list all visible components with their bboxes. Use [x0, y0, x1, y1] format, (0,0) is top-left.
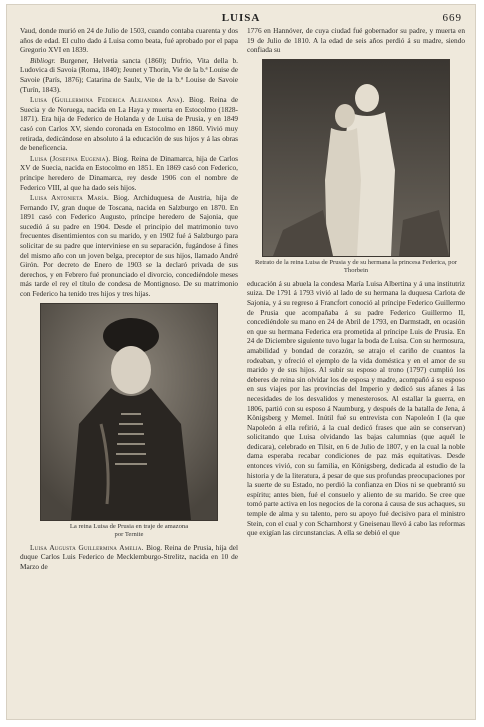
entry-text: Biog. Reina de Prusia, hija del duque Carlos Luis Federico de Mecklemburgo-Strelitz, nacida en 10 de Marzo de: [20, 542, 239, 571]
entry-name: Luisa Augusta Guillermina Amelia.: [30, 542, 144, 552]
bibliography-lead: Bibliogr.: [30, 55, 56, 65]
document-page: [6, 4, 476, 720]
right-column: [247, 26, 465, 539]
entry-luisa-augusta: [20, 543, 238, 572]
entry-text: Biog. Reina de Suecia y de Noruega, nacida en La Haya y muerta en Estocolmo (1828-1871). Era hija de Federico de Holanda y de Luisa de Prusia, y en 1849 casó con Carlos XV, siendo coronada en Estocolmo en 1860. Vivió muy retirada, dedicándose en absoluto á la educación de sus hijos y á las obras de beneficencia.: [20, 95, 238, 153]
portrait-luisa-federica: [262, 59, 450, 257]
portrait-figure-icon: [41, 304, 217, 520]
bibliography-text: Burgener, Helvetia sancta (1860); Dufrio, Vita della b. Ludovica di Savoia (Roma, 1840); Jeunet y Thorin, Vie de la b.ª Louise de Savoie (París, 1876); Catarina de Saulx, Vie de la b.ª Louise de Savoie (Turín, 1843).: [20, 55, 238, 94]
entry-luisa-guillermina: [20, 95, 238, 153]
entry-name: Luisa (Guillermina Federica Alejandra Ana).: [30, 95, 185, 105]
paragraph-continuation: 1776 en Hannóver, de cuya ciudad fué gobernador su padre, y muerta en 19 de Julio de 1810. A la edad de seis años perdió á su madre, siendo confiada su: [247, 26, 465, 55]
paragraph-educacion: educación á su abuela la condesa María Luisa Albertina y á una institutriz suiza. De 1791 á 1793 vivió al lado de su hermana la duquesa Carlota de Sajonia, y á su regreso á Francfort conoció al príncipe Federico Guillermo de Prusia que acompañaba á su padre Federico Guillermo II, concediéndole su mano en 24 de Abril de 1793, en Darmstadt, en ocasión en que su hermana Federica era prometida al príncipe Luis de Prusia. En 24 de Diciembre siguiente tuvo lugar la boda de Luisa. Con su hermosura, amabilidad y bondad de corazón, se atrajo el cariño de cuantos la rodeaban, y ofreció el ejemplo de la vida doméstica y en el amor de su marido y de sus hijos. Al subir su esposo al trono (1797) cumplió los deberes de reina sin olvidar los de esposa y madre, acompañó á su esposo en sus viajes por las provincias del Imperio y dedicó sus afanes á las necesidades de los desvalidos y menesterosos. Al estallar la guerra, en 1806, partió con su esposo á Naumburg, y después de la batalla de Jena, á Königsberg y Memel. Inútil fué su entrevista con Napoleón I (la que Napoleón á ella refirió, á la cual dedicó frases que aún se conservan) solicitando que Luisa olvidando las bajas calumnias (que aquél le dedicara), celebrado en Tilsit, en 6 de Julio de 1807, y en la cual la noble dama esperaba recabar condiciones de paz más equitativas. Desde entonces vivió, con su familia, en Königsberg, dedicada al estudio de la historia y de la literatura, á pesar de que sus profundas preocupaciones por la suerte de su Estado, no perdió la confianza en Dios ni se quebrantó su espíritu; antes bien, fué el consuelo y aliento de su marido. Se cree que tomó parte activa en los negocios de la corona á causa de sus achaques, su temple de alma y su talento, pero su apoyo fué decisivo para el ministro Stein, con el cual y con Scharnhorst y Gneisenau llevó á cabo las reformas que exigían las circunstancias. A ella se debió el que: [247, 278, 465, 538]
running-title: LUISA: [221, 12, 261, 24]
entry-name: Luisa (Josefina Eugenia).: [30, 153, 111, 163]
entry-luisa-josefina: [20, 154, 238, 192]
figure-caption-left: La reina Luisa de Prusia en traje de amazona por Ternite: [69, 522, 189, 538]
paragraph-bibliography: [20, 56, 238, 94]
left-column: [20, 26, 238, 572]
entry-text: Biog. Archiduquesa de Austria, hija de Fernando IV, gran duque de Toscana, nacida en Salzburgo en 1870. En 1891 casó con Federico Augusto, príncipe heredero de Sajonia, que sucedió á su padre en 1904. Desde el principio del matrimonio tuvo frecuentes disentimientos con su marido, y en 1902 fué á Salzburgo para solicitar de su padre que interviniese en su separación, fugándose á fines del mismo año con un joven belga, preceptor de sus hijos, llamado André Girón. Por decreto de Enero de 1903 se la declaró privada de sus derechos, y en Febrero fué pronunciado el divorcio, concediéndole meses más tarde el rey el título de condesa de Montignoso. De su matrimonio con Federico ha tenido tres hijos y tres hijas.: [20, 193, 238, 299]
figure-caption-right: Retrato de la reina Luisa de Prusia y de su hermana la princesa Federica, por Thorbein: [255, 258, 457, 274]
paragraph-vaud: Vaud, donde murió en 24 de Julio de 1503, cuando contaba cuarenta y dos años de edad. El culto dado á Luisa como beata, fué aprobado por el papa Gregorio XVI en 1839.: [20, 26, 238, 55]
page-number: 669: [442, 12, 462, 24]
portrait-figure-icon: [263, 60, 449, 256]
entry-text: Biog. Reina de Dinamarca, hija de Carlos XV de Suecia, nacida en Estocolmo en 1851. En 1869 casó con Federico, príncipe heredero de Dinamarca, rey desde 1906 con el nombre de Federico VIII, al que ha dado seis hijos.: [20, 153, 239, 192]
entry-luisa-antonieta: [20, 193, 238, 299]
entry-name: Luisa Antonieta María.: [30, 193, 110, 203]
portrait-luisa-amazona: [40, 303, 218, 521]
